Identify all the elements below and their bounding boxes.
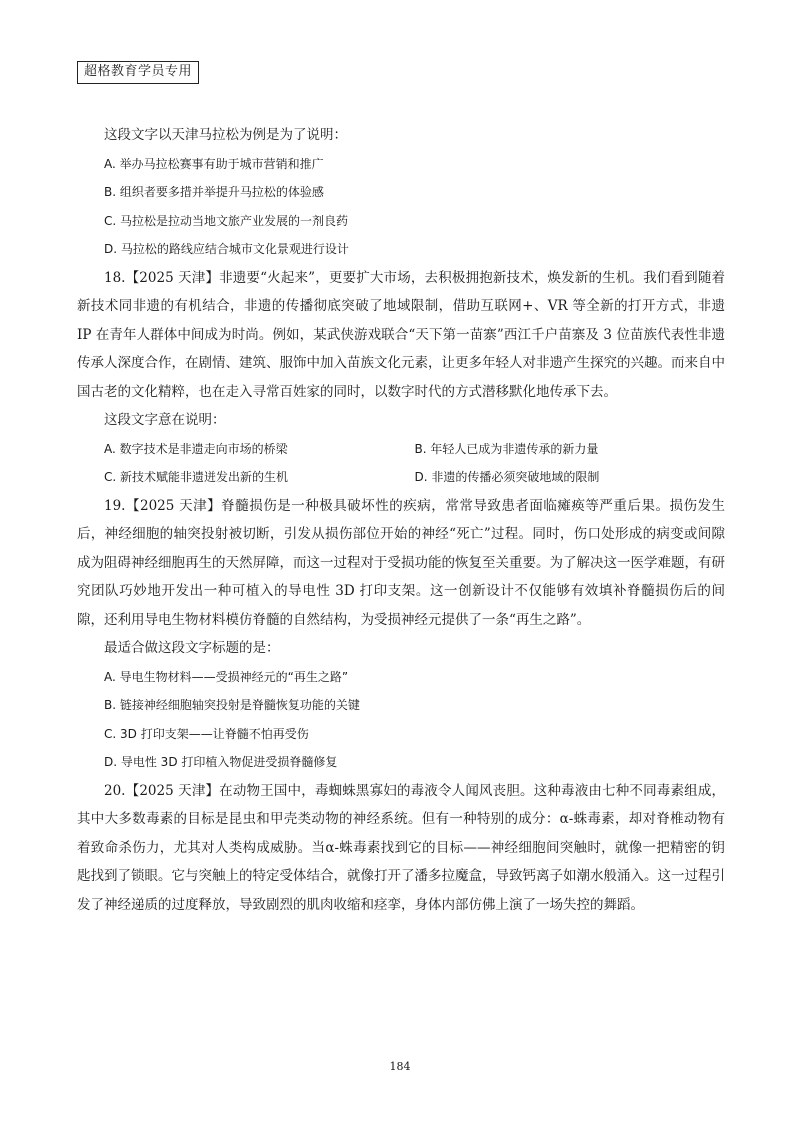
q19-option-d: D. 导电性 3D 打印植入物促进受损脊髓修复 (104, 755, 338, 769)
q17-option-c: C. 马拉松是拉动当地文旅产业发展的一剂良药 (104, 213, 349, 228)
page-content (77, 121, 725, 919)
q19-stem: 19.【2025 天津】脊髓损伤是一种极具破坏性的疾病，常常导致患者面临瘫痪等严重后果。损伤发生后，神经细胞的轴突投射被切断，引发从损伤部位开始的神经“死亡”过程。同时，伤口处形成的病变或间隙成为阻碍神经细胞再生的天然屏障，而这一过程对于受损功能的恢复至关重要。为了解决这一医学难题，有研究团队巧妙地开发出一种可植入的导电性 3D 打印支架。这一创新设计不仅能够有效填补脊髓损伤后的间隙，还利用导电生物材料模仿脊髓的自然结构，为受损神经元提供了一条“再生之路”。 (77, 497, 725, 628)
q19-prompt: 最适合做这段文字标题的是： (104, 640, 280, 656)
q18-prompt: 这段文字意在说明： (104, 412, 226, 428)
q19-option-c: C. 3D 打印支架——让脊髓不怕再受伤 (104, 726, 309, 741)
q18-stem: 18.【2025 天津】非遗要“火起来”，更要扩大市场，去积极拥抱新技术，焕发新的生机。我们看到随着新技术同非遗的有机结合，非遗的传播彻底突破了地域限制，借助互联网+、VR 等全新的打开方式，非遗 IP 在青年人群体中间成为时尚。例如，某武侠游戏联合“天下第一苗寨”西江千户苗寨及 3 位苗族代表性非遗传承人深度合作，在剧情、建筑、服饰中加入苗族文化元素，让更多年轻人对非遗产生探究的兴趣。而来自中国古老的文化精粹，也在走入寻常百姓家的同时，以数字时代的方式潜移默化地传承下去。 (77, 269, 725, 400)
q20-stem: 20.【2025 天津】在动物王国中，毒蜘蛛黑寡妇的毒液令人闻风丧胆。这种毒液由七种不同毒素组成，其中大多数毒素的目标是昆虫和甲壳类动物的神经系统。但有一种特别的成分：α-蛛毒素，却对脊椎动物有着致命杀伤力，尤其对人类构成威胁。当α-蛛毒素找到它的目标——神经细胞间突触时，就像一把精密的钥匙找到了锁眼。它与突触上的特定受体结合，就像打开了潘多拉魔盒，导致钙离子如潮水般涌入。这一过程引发了神经递质的过度释放，导致剧烈的肌肉收缩和痉挛，身体内部仿佛上演了一场失控的舞蹈。 (77, 782, 725, 913)
watermark-stamp: 超格教育学员专用 (77, 61, 199, 84)
q18-option-d: D. 非遗的传播必须突破地域的限制 (414, 470, 600, 484)
q18-option-a: A. 数字技术是非遗走向市场的桥梁 (104, 441, 288, 456)
q18-options-row-1 (77, 435, 725, 464)
q17-option-d: D. 马拉松的路线应结合城市文化景观进行设计 (104, 242, 349, 256)
q19-option-a: A. 导电生物材料——受损神经元的“再生之路” (104, 669, 349, 684)
q18-options-row-2 (77, 463, 725, 492)
q19-option-b: B. 链接神经细胞轴突投射是脊髓恢复功能的关键 (104, 698, 360, 712)
q17-option-b: B. 组织者要多措并举提升马拉松的体验感 (104, 185, 324, 199)
page-number: 184 (389, 1060, 411, 1073)
q17-option-a: A. 举办马拉松赛事有助于城市营销和推广 (104, 156, 324, 171)
q17-prompt: 这段文字以天津马拉松为例是为了说明： (104, 127, 347, 143)
q18-option-c: C. 新技术赋能非遗迸发出新的生机 (104, 470, 289, 484)
q18-option-b: B. 年轻人已成为非遗传承的新力量 (414, 441, 599, 456)
